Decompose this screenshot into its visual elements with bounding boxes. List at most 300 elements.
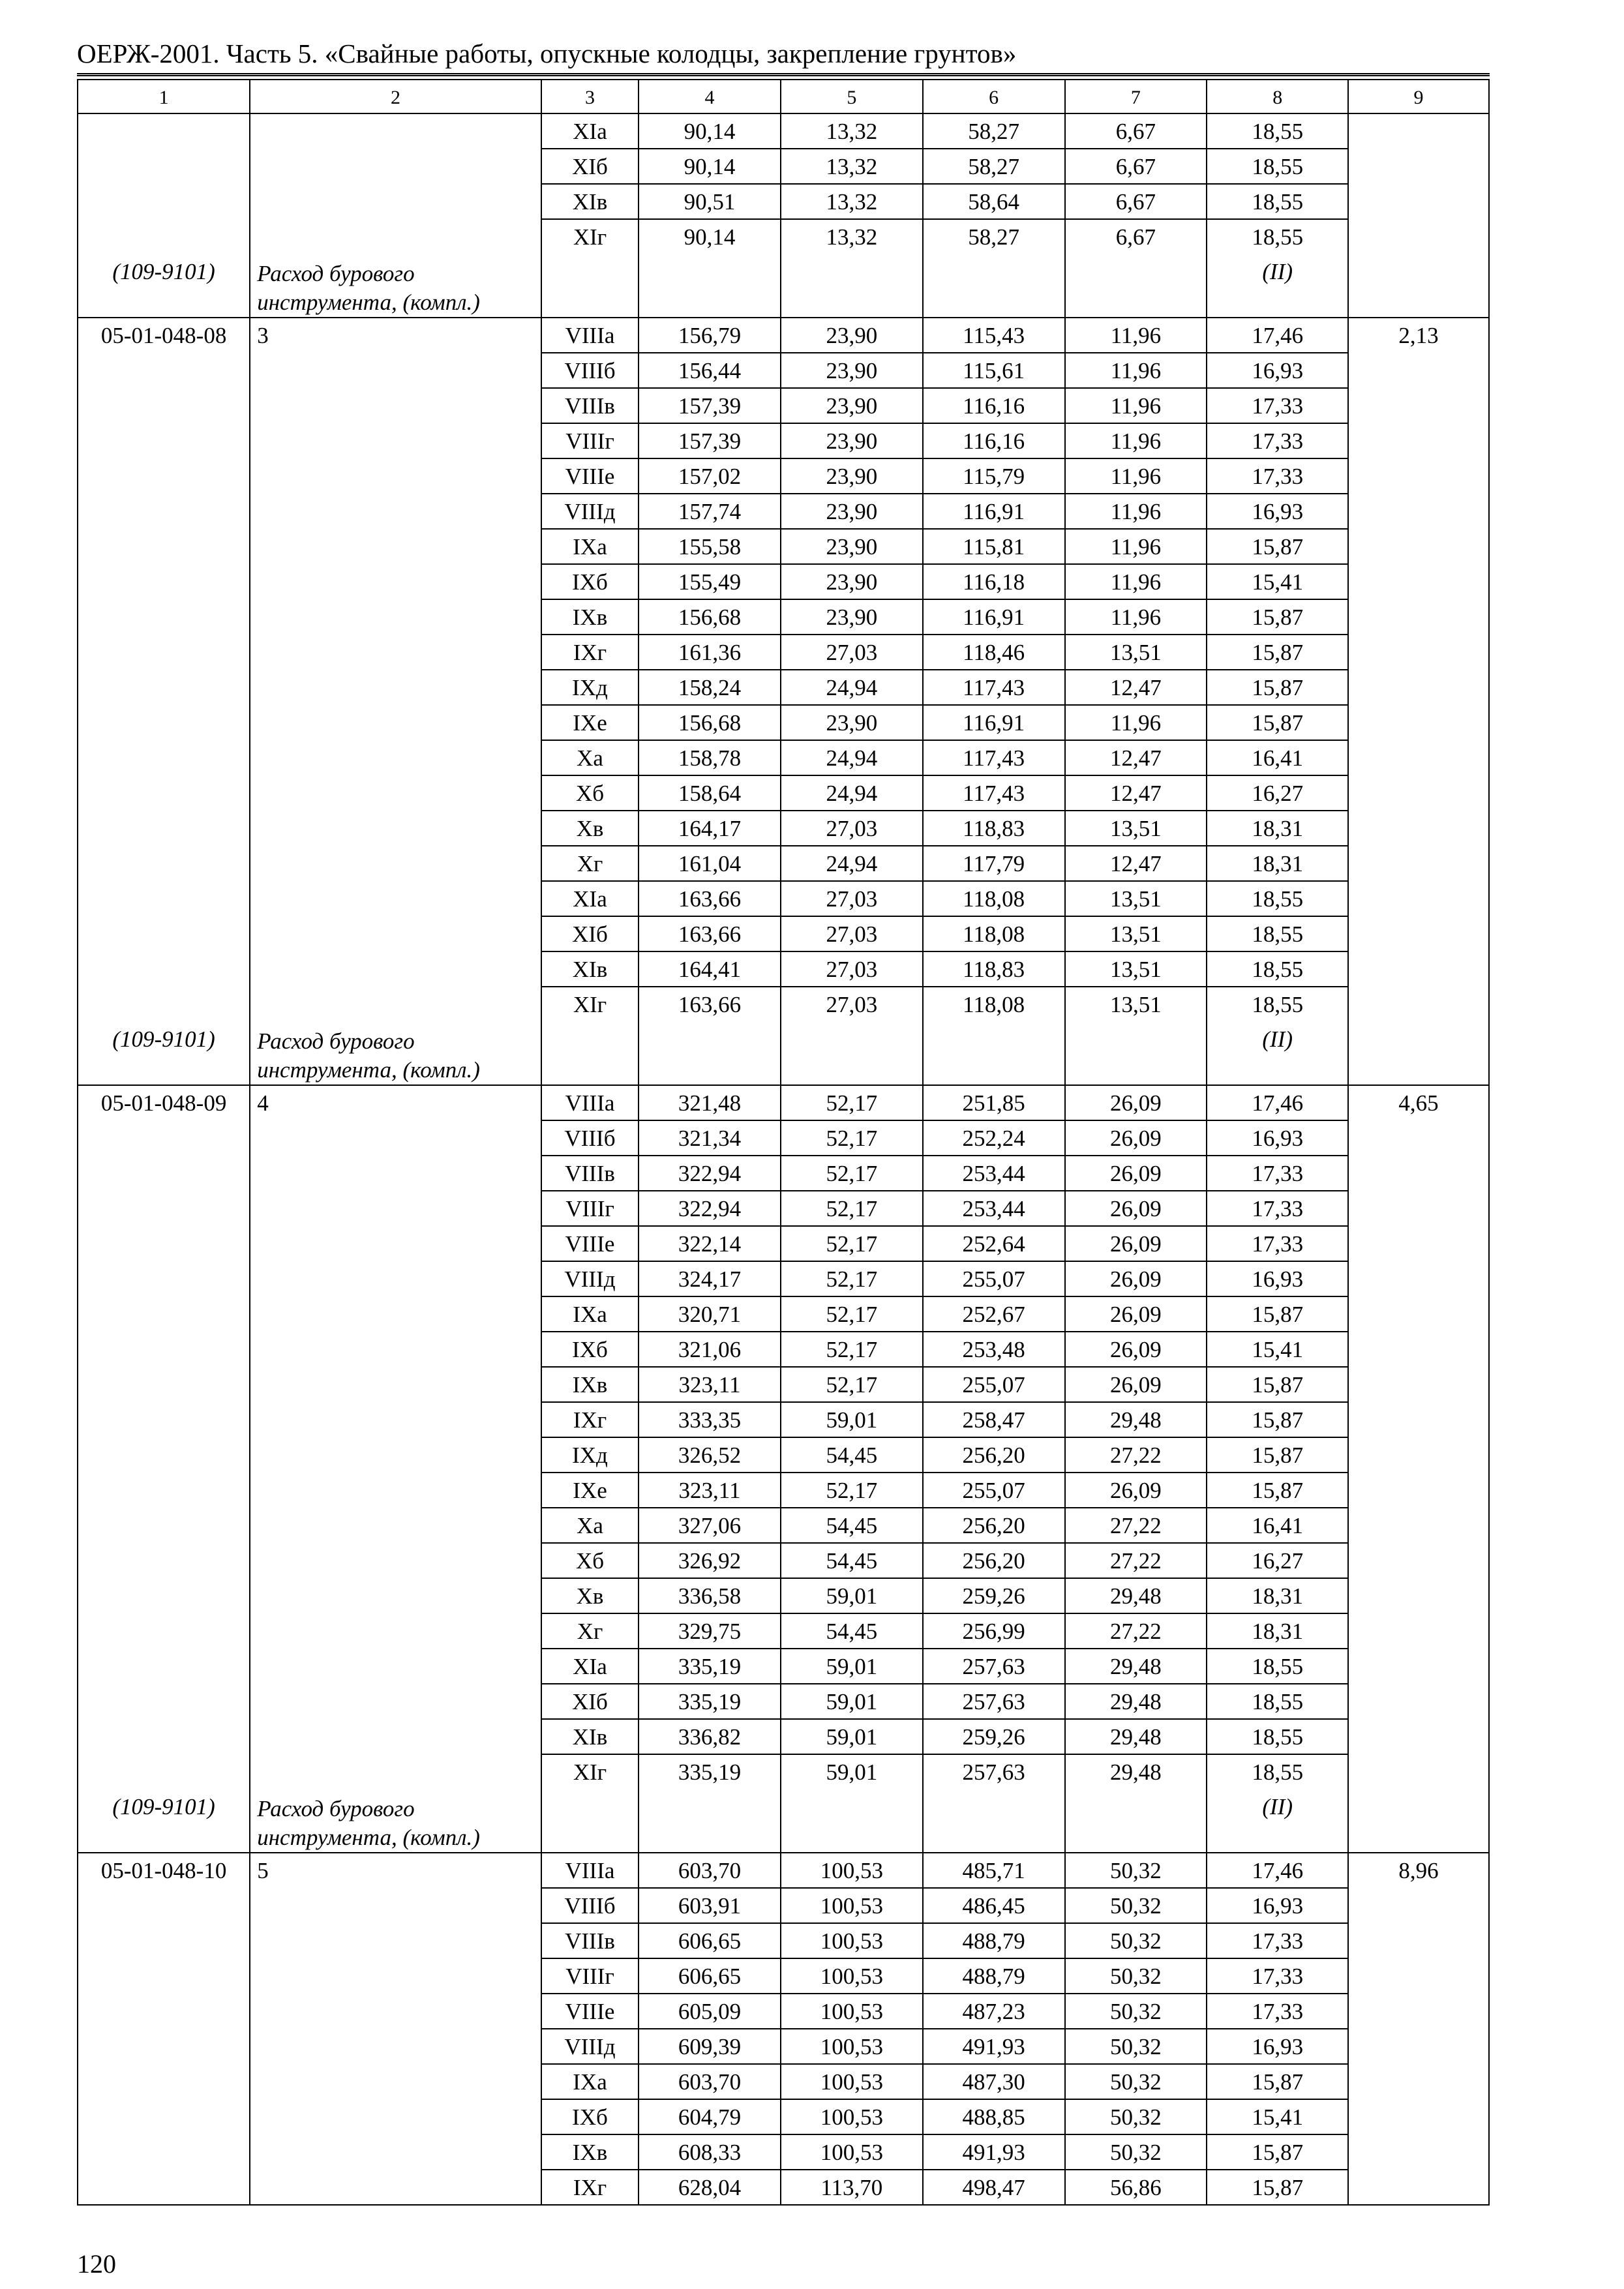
value-cell: 17,46	[1207, 318, 1348, 353]
resource-code: (109-9101)	[78, 254, 250, 318]
last-col-cell	[1348, 1508, 1489, 1543]
table-row	[78, 1888, 1489, 1923]
resource-name: Расход бурового инструмента, (компл.)	[250, 1789, 541, 1853]
soil-group-cell: VIIIб	[541, 1888, 639, 1923]
value-cell: 23,90	[781, 318, 923, 353]
soil-group-cell: VIIIе	[541, 1994, 639, 2029]
value-cell: 491,93	[923, 2134, 1065, 2170]
table-row	[78, 318, 1489, 353]
value-cell: 23,90	[781, 564, 923, 599]
value-cell: 100,53	[781, 2134, 923, 2170]
table-row	[78, 1613, 1489, 1649]
value-cell: 52,17	[781, 1367, 923, 1402]
label-cell	[250, 1923, 541, 1958]
table-row	[78, 423, 1489, 458]
label-cell	[250, 1156, 541, 1191]
value-cell: 257,63	[923, 1754, 1065, 1789]
value-cell: 256,20	[923, 1437, 1065, 1473]
value-cell: 11,96	[1065, 494, 1207, 529]
value-cell: 100,53	[781, 1923, 923, 1958]
value-cell: 487,23	[923, 1994, 1065, 2029]
code-cell	[78, 1296, 250, 1332]
code-cell	[78, 2099, 250, 2134]
value-cell: 115,43	[923, 318, 1065, 353]
label-cell	[250, 811, 541, 846]
code-cell	[78, 2029, 250, 2064]
value-cell: 17,33	[1207, 1191, 1348, 1226]
table-row	[78, 184, 1489, 219]
code-cell	[78, 564, 250, 599]
value-cell: 59,01	[781, 1578, 923, 1613]
label-cell	[250, 1120, 541, 1156]
value-cell: 54,45	[781, 1543, 923, 1578]
label-cell	[250, 1684, 541, 1719]
value-cell: 52,17	[781, 1156, 923, 1191]
soil-group-cell: VIIIв	[541, 1923, 639, 1958]
value-cell: 326,52	[639, 1437, 781, 1473]
value-cell: 606,65	[639, 1923, 781, 1958]
code-cell	[78, 1754, 250, 1789]
value-cell: 18,55	[1207, 1649, 1348, 1684]
label-cell	[250, 458, 541, 494]
code-cell	[78, 1191, 250, 1226]
value-cell: 327,06	[639, 1508, 781, 1543]
code-cell	[78, 458, 250, 494]
soil-group-cell: VIIIв	[541, 388, 639, 423]
table-row	[78, 1226, 1489, 1261]
soil-group-cell: Xг	[541, 846, 639, 881]
code-cell	[78, 1120, 250, 1156]
value-cell: 52,17	[781, 1085, 923, 1120]
last-col-cell	[1348, 1473, 1489, 1508]
label-cell	[250, 1508, 541, 1543]
code-cell	[78, 740, 250, 775]
value-cell: 17,33	[1207, 1958, 1348, 1994]
soil-group-cell: IXа	[541, 1296, 639, 1332]
table-row	[78, 775, 1489, 811]
soil-group-cell: XIв	[541, 951, 639, 987]
code-cell: 05-01-048-08	[78, 318, 250, 353]
value-cell: 116,16	[923, 388, 1065, 423]
table-row	[78, 458, 1489, 494]
label-cell	[250, 599, 541, 635]
label-cell	[250, 705, 541, 740]
empty-cell	[1348, 254, 1489, 318]
value-cell: 11,96	[1065, 423, 1207, 458]
last-col-cell: 2,13	[1348, 318, 1489, 353]
value-cell: 157,39	[639, 423, 781, 458]
table-row	[78, 2029, 1489, 2064]
value-cell: 26,09	[1065, 1261, 1207, 1296]
table-row	[78, 353, 1489, 388]
value-cell: 24,94	[781, 740, 923, 775]
value-cell: 50,32	[1065, 2029, 1207, 2064]
value-cell: 59,01	[781, 1649, 923, 1684]
value-cell: 27,03	[781, 916, 923, 951]
code-cell	[78, 2134, 250, 2170]
code-cell	[78, 1508, 250, 1543]
value-cell: 13,51	[1065, 881, 1207, 916]
soil-group-cell: XIб	[541, 149, 639, 184]
code-cell	[78, 635, 250, 670]
value-cell: 118,46	[923, 635, 1065, 670]
last-col-cell	[1348, 987, 1489, 1022]
value-cell: 29,48	[1065, 1402, 1207, 1437]
last-col-cell	[1348, 951, 1489, 987]
value-cell: 17,33	[1207, 1226, 1348, 1261]
value-cell: 253,48	[923, 1332, 1065, 1367]
table-row	[78, 1296, 1489, 1332]
resource-row	[78, 254, 1489, 318]
value-cell: 59,01	[781, 1719, 923, 1754]
column-number: 7	[1065, 80, 1207, 113]
value-cell: 158,64	[639, 775, 781, 811]
code-cell	[78, 353, 250, 388]
value-cell: 11,96	[1065, 318, 1207, 353]
value-cell: 322,94	[639, 1156, 781, 1191]
empty-cell	[541, 254, 639, 318]
table-row	[78, 1684, 1489, 1719]
value-cell: 52,17	[781, 1191, 923, 1226]
value-cell: 13,51	[1065, 811, 1207, 846]
value-cell: 253,44	[923, 1156, 1065, 1191]
table-row	[78, 987, 1489, 1022]
value-cell: 26,09	[1065, 1332, 1207, 1367]
table-row	[78, 740, 1489, 775]
value-cell: 323,11	[639, 1473, 781, 1508]
last-col-cell	[1348, 564, 1489, 599]
code-cell	[78, 1332, 250, 1367]
value-cell: 13,51	[1065, 987, 1207, 1022]
last-col-cell	[1348, 705, 1489, 740]
soil-group-cell: IXе	[541, 1473, 639, 1508]
resource-name: Расход бурового инструмента, (компл.)	[250, 254, 541, 318]
value-cell: 118,08	[923, 916, 1065, 951]
last-col-cell	[1348, 494, 1489, 529]
value-cell: 18,55	[1207, 951, 1348, 987]
table-row	[78, 1402, 1489, 1437]
empty-cell	[1065, 254, 1207, 318]
table-row	[78, 1994, 1489, 2029]
empty-cell	[1348, 1789, 1489, 1853]
value-cell: 15,87	[1207, 1473, 1348, 1508]
value-cell: 16,93	[1207, 2029, 1348, 2064]
value-cell: 155,58	[639, 529, 781, 564]
table-row	[78, 2064, 1489, 2099]
value-cell: 26,09	[1065, 1226, 1207, 1261]
code-cell	[78, 1226, 250, 1261]
soil-group-cell: VIIIд	[541, 1261, 639, 1296]
value-cell: 13,32	[781, 184, 923, 219]
value-cell: 158,78	[639, 740, 781, 775]
code-cell	[78, 388, 250, 423]
table-row	[78, 529, 1489, 564]
value-cell: 488,79	[923, 1923, 1065, 1958]
label-cell	[250, 846, 541, 881]
empty-cell	[639, 1022, 781, 1085]
table-row	[78, 705, 1489, 740]
label-cell	[250, 1888, 541, 1923]
value-cell: 13,51	[1065, 635, 1207, 670]
code-cell	[78, 149, 250, 184]
value-cell: 259,26	[923, 1578, 1065, 1613]
value-cell: 16,41	[1207, 740, 1348, 775]
label-cell	[250, 1191, 541, 1226]
table-row	[78, 494, 1489, 529]
page-number: 120	[77, 2249, 116, 2279]
value-cell: 323,11	[639, 1367, 781, 1402]
value-cell: 253,44	[923, 1191, 1065, 1226]
last-col-cell	[1348, 1578, 1489, 1613]
table-row	[78, 2134, 1489, 2170]
value-cell: 50,32	[1065, 1853, 1207, 1888]
table-row	[78, 1191, 1489, 1226]
label-cell	[250, 987, 541, 1022]
header-double-rule	[77, 73, 1490, 76]
soil-group-cell: XIг	[541, 987, 639, 1022]
last-col-cell	[1348, 219, 1489, 254]
table-row	[78, 1156, 1489, 1191]
value-cell: 12,47	[1065, 775, 1207, 811]
value-cell: 15,87	[1207, 2170, 1348, 2205]
last-col-cell	[1348, 599, 1489, 635]
value-cell: 608,33	[639, 2134, 781, 2170]
value-cell: 17,33	[1207, 1994, 1348, 2029]
code-cell	[78, 599, 250, 635]
label-cell	[250, 1226, 541, 1261]
value-cell: 50,32	[1065, 1958, 1207, 1994]
label-cell	[250, 1958, 541, 1994]
value-cell: 336,58	[639, 1578, 781, 1613]
value-cell: 324,17	[639, 1261, 781, 1296]
label-cell: 5	[250, 1853, 541, 1888]
value-cell: 6,67	[1065, 149, 1207, 184]
value-cell: 18,55	[1207, 916, 1348, 951]
value-cell: 157,02	[639, 458, 781, 494]
value-cell: 18,55	[1207, 113, 1348, 149]
table-row	[78, 916, 1489, 951]
label-cell: 3	[250, 318, 541, 353]
value-cell: 15,41	[1207, 1332, 1348, 1367]
value-cell: 12,47	[1065, 846, 1207, 881]
value-cell: 52,17	[781, 1296, 923, 1332]
value-cell: 24,94	[781, 846, 923, 881]
label-cell	[250, 2170, 541, 2205]
soil-group-cell: IXв	[541, 2134, 639, 2170]
last-col-cell	[1348, 1296, 1489, 1332]
value-cell: 118,08	[923, 987, 1065, 1022]
column-number: 2	[250, 80, 541, 113]
soil-group-cell: IXв	[541, 599, 639, 635]
value-cell: 18,55	[1207, 1754, 1348, 1789]
table-row	[78, 881, 1489, 916]
last-col-cell	[1348, 388, 1489, 423]
value-cell: 163,66	[639, 916, 781, 951]
soil-group-cell: VIIIа	[541, 1853, 639, 1888]
empty-cell	[1065, 1789, 1207, 1853]
value-cell: 18,31	[1207, 811, 1348, 846]
code-cell	[78, 423, 250, 458]
last-col-cell	[1348, 2134, 1489, 2170]
value-cell: 90,14	[639, 219, 781, 254]
table-row	[78, 1332, 1489, 1367]
label-cell	[250, 1613, 541, 1649]
table-row	[78, 1958, 1489, 1994]
soil-group-cell: IXб	[541, 564, 639, 599]
value-cell: 13,32	[781, 149, 923, 184]
last-col-cell	[1348, 1156, 1489, 1191]
value-cell: 58,27	[923, 149, 1065, 184]
code-cell	[78, 1888, 250, 1923]
value-cell: 15,87	[1207, 1296, 1348, 1332]
value-cell: 155,49	[639, 564, 781, 599]
value-cell: 15,87	[1207, 1437, 1348, 1473]
empty-cell	[1065, 1022, 1207, 1085]
value-cell: 27,03	[781, 635, 923, 670]
table-row	[78, 1085, 1489, 1120]
empty-cell	[781, 254, 923, 318]
value-cell: 15,87	[1207, 1367, 1348, 1402]
label-cell	[250, 564, 541, 599]
label-cell	[250, 1367, 541, 1402]
value-cell: 18,55	[1207, 987, 1348, 1022]
value-cell: 320,71	[639, 1296, 781, 1332]
last-col-cell	[1348, 1684, 1489, 1719]
value-cell: 100,53	[781, 2029, 923, 2064]
value-cell: 24,94	[781, 775, 923, 811]
last-col-cell	[1348, 149, 1489, 184]
soil-group-cell: IXб	[541, 2099, 639, 2134]
soil-group-cell: VIIIа	[541, 1085, 639, 1120]
value-cell: 15,87	[1207, 670, 1348, 705]
soil-group-cell: Xа	[541, 740, 639, 775]
table-row	[78, 1578, 1489, 1613]
value-cell: 16,27	[1207, 1543, 1348, 1578]
value-cell: 100,53	[781, 1958, 923, 1994]
last-col-cell	[1348, 775, 1489, 811]
value-cell: 256,99	[923, 1613, 1065, 1649]
soil-group-cell: Xб	[541, 1543, 639, 1578]
last-col-cell	[1348, 529, 1489, 564]
last-col-cell	[1348, 458, 1489, 494]
value-cell: 485,71	[923, 1853, 1065, 1888]
value-cell: 18,55	[1207, 219, 1348, 254]
value-cell: 251,85	[923, 1085, 1065, 1120]
value-cell: 117,43	[923, 670, 1065, 705]
label-cell	[250, 494, 541, 529]
table-row	[78, 846, 1489, 881]
value-cell: 52,17	[781, 1332, 923, 1367]
value-cell: 498,47	[923, 2170, 1065, 2205]
code-cell	[78, 1958, 250, 1994]
value-cell: 100,53	[781, 2064, 923, 2099]
last-col-cell	[1348, 740, 1489, 775]
value-cell: 252,67	[923, 1296, 1065, 1332]
value-cell: 59,01	[781, 1402, 923, 1437]
value-cell: 16,93	[1207, 1261, 1348, 1296]
column-number: 8	[1207, 80, 1348, 113]
table-row	[78, 149, 1489, 184]
value-cell: 15,87	[1207, 599, 1348, 635]
last-col-cell: 4,65	[1348, 1085, 1489, 1120]
column-number: 6	[923, 80, 1065, 113]
value-cell: 335,19	[639, 1649, 781, 1684]
soil-group-cell: XIб	[541, 916, 639, 951]
label-cell	[250, 388, 541, 423]
page-header-title: ОЕРЖ-2001. Часть 5. «Свайные работы, опускные колодцы, закрепление грунтов»	[77, 38, 1017, 68]
label-cell	[250, 916, 541, 951]
value-cell: 326,92	[639, 1543, 781, 1578]
soil-group-cell: IXг	[541, 1402, 639, 1437]
code-cell	[78, 951, 250, 987]
last-col-cell	[1348, 881, 1489, 916]
value-cell: 164,41	[639, 951, 781, 987]
soil-group-cell: IXб	[541, 1332, 639, 1367]
last-col-cell	[1348, 1719, 1489, 1754]
value-cell: 163,66	[639, 881, 781, 916]
value-cell: 258,47	[923, 1402, 1065, 1437]
label-cell	[250, 1994, 541, 2029]
value-cell: 17,46	[1207, 1853, 1348, 1888]
code-cell	[78, 1261, 250, 1296]
label-cell	[250, 881, 541, 916]
value-cell: 29,48	[1065, 1578, 1207, 1613]
value-cell: 161,36	[639, 635, 781, 670]
last-col-cell	[1348, 1994, 1489, 2029]
resource-row	[78, 1022, 1489, 1085]
soil-group-cell: Xв	[541, 811, 639, 846]
soil-group-cell: VIIIг	[541, 423, 639, 458]
value-cell: 156,44	[639, 353, 781, 388]
value-cell: 486,45	[923, 1888, 1065, 1923]
value-cell: 115,79	[923, 458, 1065, 494]
last-col-cell	[1348, 1613, 1489, 1649]
last-col-cell	[1348, 423, 1489, 458]
label-cell	[250, 1402, 541, 1437]
table-row	[78, 635, 1489, 670]
value-cell: 603,91	[639, 1888, 781, 1923]
code-cell	[78, 1684, 250, 1719]
table-row	[78, 1508, 1489, 1543]
last-col-cell	[1348, 916, 1489, 951]
value-cell: 609,39	[639, 2029, 781, 2064]
empty-cell	[541, 1789, 639, 1853]
value-cell: 23,90	[781, 529, 923, 564]
last-col-cell	[1348, 670, 1489, 705]
table-row	[78, 1853, 1489, 1888]
soil-group-cell: VIIIа	[541, 318, 639, 353]
value-cell: 156,79	[639, 318, 781, 353]
value-cell: 54,45	[781, 1613, 923, 1649]
code-cell	[78, 775, 250, 811]
value-cell: 252,64	[923, 1226, 1065, 1261]
last-col-cell	[1348, 2099, 1489, 2134]
value-cell: 59,01	[781, 1684, 923, 1719]
value-cell: 11,96	[1065, 458, 1207, 494]
value-cell: 100,53	[781, 2099, 923, 2134]
value-cell: 16,27	[1207, 775, 1348, 811]
resource-row	[78, 1789, 1489, 1853]
code-cell	[78, 1473, 250, 1508]
value-cell: 54,45	[781, 1508, 923, 1543]
code-cell	[78, 2170, 250, 2205]
value-cell: 16,93	[1207, 1120, 1348, 1156]
value-cell: 17,33	[1207, 1923, 1348, 1958]
code-cell	[78, 2064, 250, 2099]
value-cell: 606,65	[639, 1958, 781, 1994]
value-cell: 23,90	[781, 599, 923, 635]
value-cell: 27,03	[781, 881, 923, 916]
